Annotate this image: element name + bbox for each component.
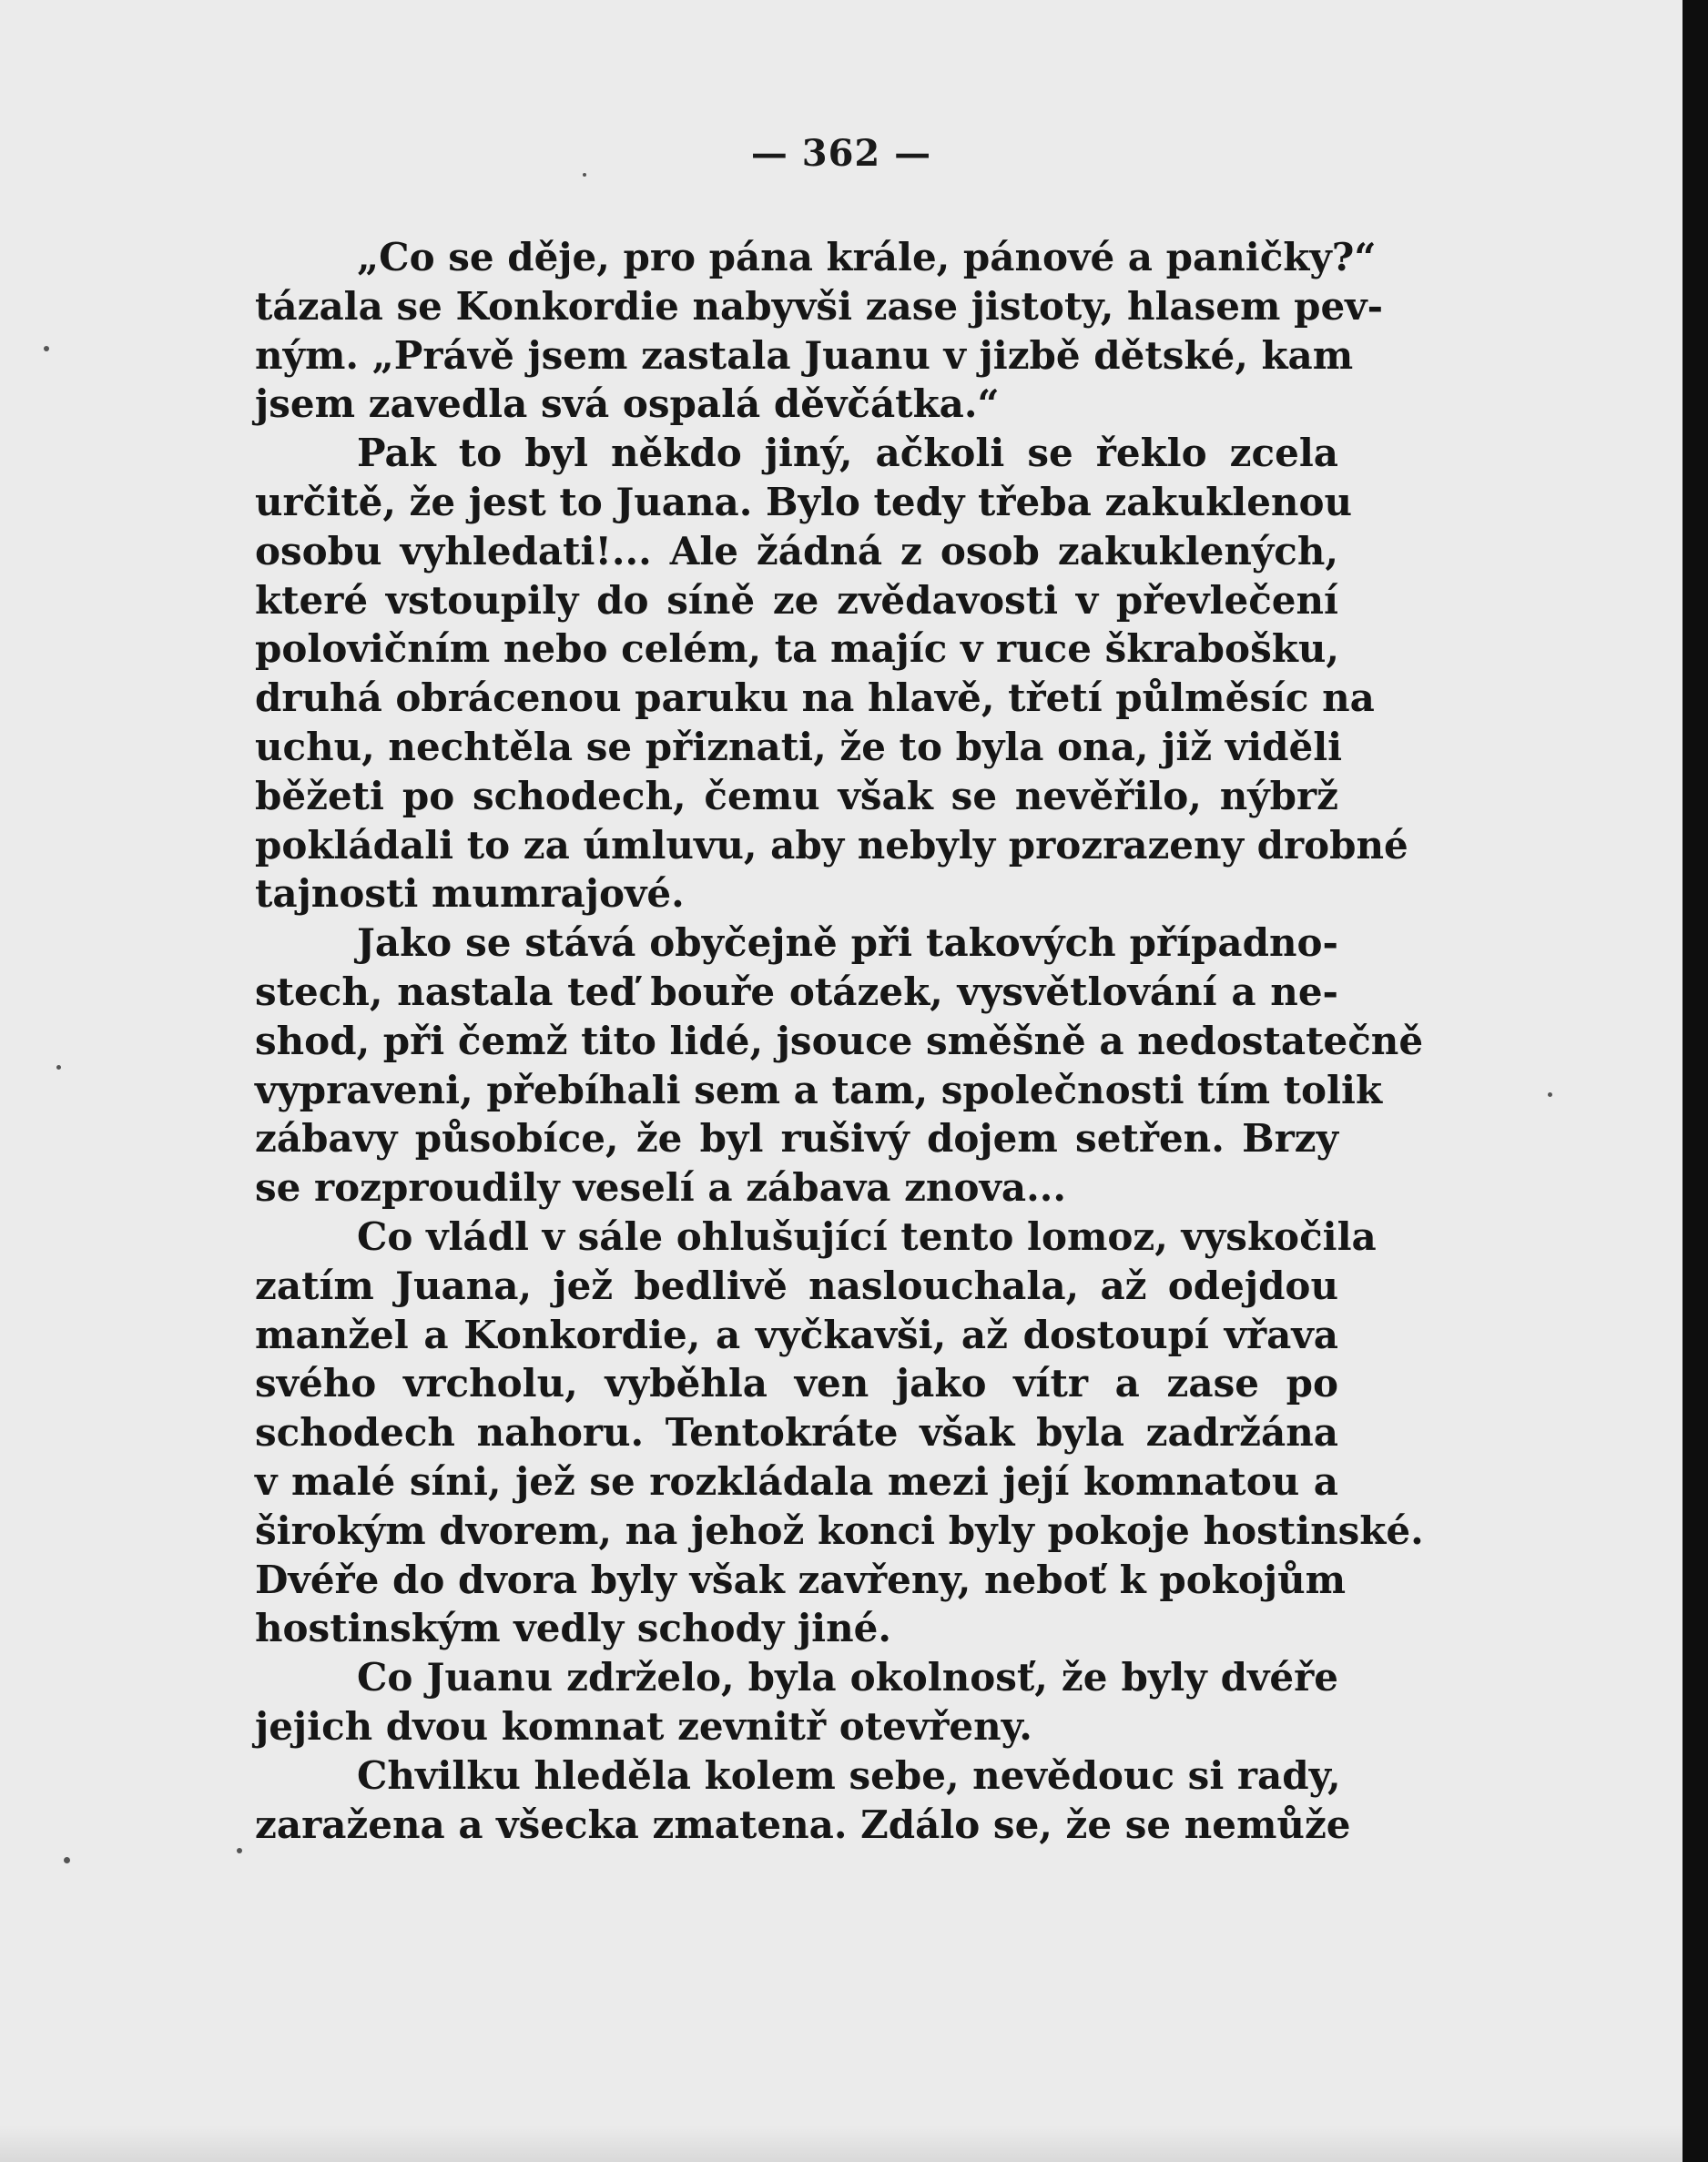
text-line: zatím Juana, jež bedlivě naslouchala, až odejdou [255, 1263, 1338, 1308]
paragraph [255, 1653, 1338, 1751]
text-line: určitě, že jest to Juana. Bylo tedy třeba zakuklenou [255, 479, 1353, 524]
text-line: Co Juanu zdrželo, byla okolnosť, že byly dvéře [357, 1655, 1338, 1700]
paragraph [255, 429, 1408, 919]
text-line: Pak to byl někdo jiný, ačkoli se řeklo zcela [357, 431, 1338, 476]
text-line: manžel a Konkordie, a vyčkavši, až dostoupí vřava [255, 1312, 1338, 1357]
text-line: v malé síni, jež se rozkládala mezi její komnatou a [255, 1458, 1338, 1504]
paper-speck [56, 1065, 61, 1070]
text-line: které vstoupily do síně ze zvědavosti v převlečení [255, 577, 1338, 623]
text-line: se rozproudily veselí a zábava znova... [255, 1165, 1066, 1211]
text-line: Chvilku hleděla kolem sebe, nevědouc si rady, [357, 1752, 1341, 1798]
body-text [255, 233, 1424, 1849]
text-line: běžeti po schodech, čemu však se nevěřilo, nýbrž [255, 773, 1338, 818]
text-line: Jako se stává obyčejně při takových případno- [357, 920, 1338, 966]
paper-speck [1548, 1092, 1552, 1097]
paragraph [255, 1213, 1424, 1653]
text-line: stech, nastala teď bouře otázek, vysvětlování a ne- [255, 969, 1338, 1014]
text-line: tajnosti mumrajové. [255, 871, 685, 917]
paper-speck [64, 1857, 70, 1863]
text-line: polovičním nebo celém, ta majíc v ruce škrabošku, [255, 626, 1339, 672]
text-line: jsem zavedla svá ospalá děvčátka.“ [255, 381, 1000, 427]
text-line: hostinským vedly schody jiné. [255, 1606, 891, 1651]
text-line: schodech nahoru. Tentokráte však byla zadržána [255, 1410, 1338, 1456]
text-line: zaražena a všecka zmatena. Zdálo se, že se nemůže [255, 1802, 1351, 1847]
text-line: zábavy působíce, že byl rušivý dojem setřen. Brzy [255, 1116, 1338, 1162]
text-line: jejich dvou komnat zevnitř otevřeny. [255, 1703, 1032, 1749]
paper-speck [237, 1848, 242, 1853]
text-line: pokládali to za úmluvu, aby nebyly prozrazeny drobné [255, 822, 1408, 868]
text-line: uchu, nechtěla se přiznati, že to byla ona, již viděli [255, 724, 1343, 769]
paragraph [255, 919, 1424, 1213]
text-line: vypraveni, přebíhali sem a tam, společnosti tím tolik [255, 1067, 1383, 1112]
text-line: „Co se děje, pro pána krále, pánové a paničky?“ [357, 235, 1377, 279]
text-line: osobu vyhledati!... Ale žádná z osob zakuklených, [255, 528, 1338, 573]
paper-speck [44, 346, 49, 351]
page-shadow [0, 2126, 1683, 2162]
text-line: druhá obrácenou paruku na hlavě, třetí půlměsíc na [255, 675, 1375, 721]
scan-edge [1683, 0, 1708, 2162]
text-line: ným. „Právě jsem zastala Juanu v jizbě dětské, kam [255, 332, 1354, 378]
text-line: shod, při čemž tito lidé, jsouce směšně a nedostatečně [255, 1018, 1424, 1063]
paragraph [255, 233, 1383, 429]
text-line: svého vrcholu, vyběhla ven jako vítr a zase po [255, 1361, 1338, 1406]
paragraph [255, 1751, 1351, 1850]
text-line: širokým dvorem, na jehož konci byly pokoje hostinské. [255, 1507, 1424, 1553]
text-line: Co vládl v sále ohlušující tento lomoz, vyskočila [357, 1213, 1377, 1259]
page-number: — 362 — [750, 132, 932, 175]
text-line: tázala se Konkordie nabyvši zase jistoty, hlasem pev- [255, 283, 1383, 329]
text-line: Dvéře do dvora byly však zavřeny, neboť k pokojům [255, 1557, 1347, 1602]
